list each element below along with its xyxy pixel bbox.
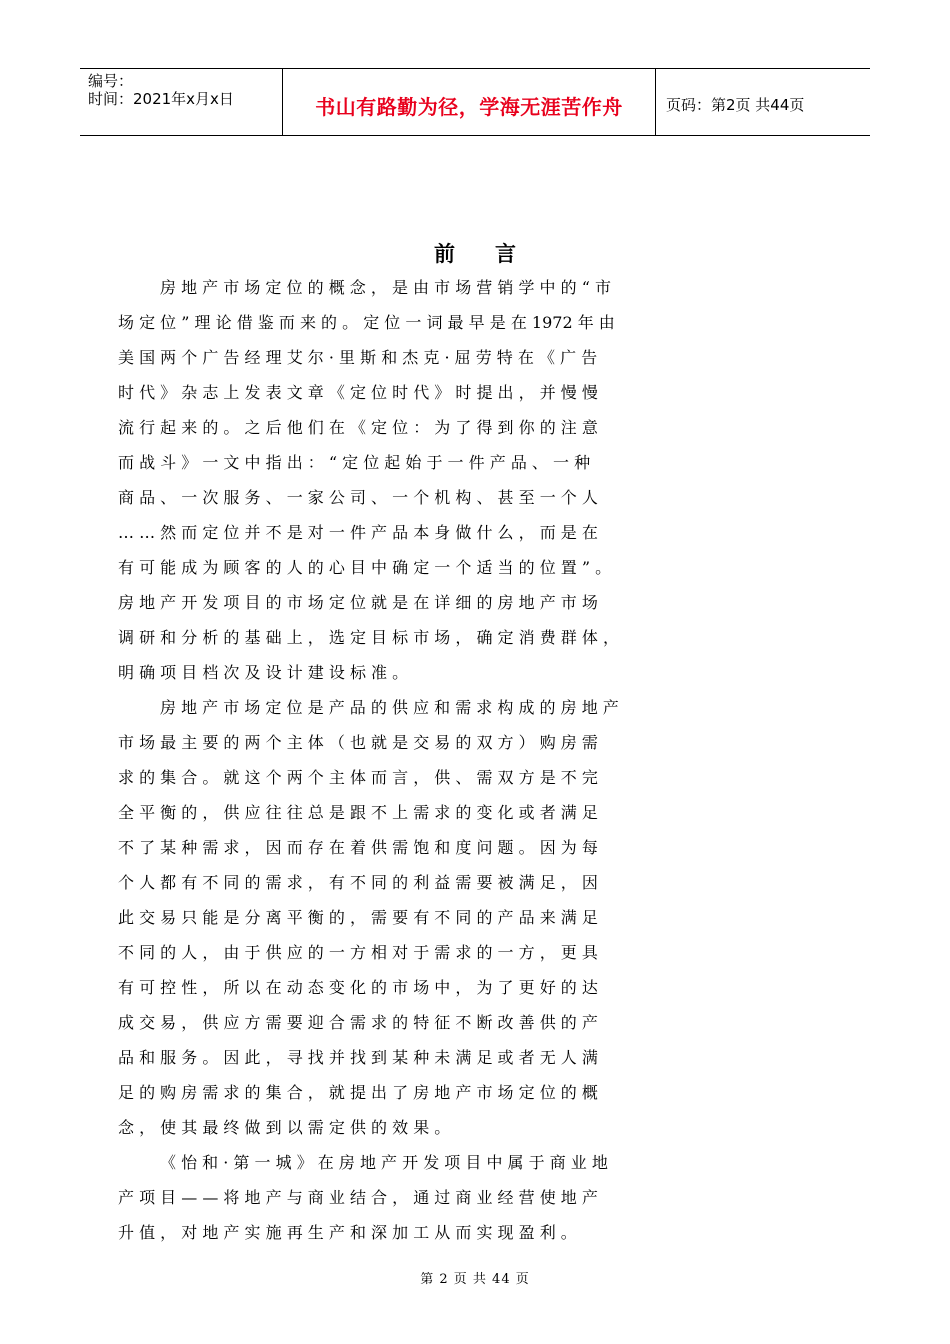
document-date: 时间：2021年x月x日 — [88, 90, 234, 108]
text-line: 美 国 两 个 广 告 经 理 艾 尔 · 里 斯 和 杰 克 · 屈 劳 特 在 《 广 告 — [118, 348, 598, 367]
text-line: 不 同 的 人 ， 由 于 供 应 的 一 方 相 对 于 需 求 的 一 方 ， 更 具 — [118, 943, 598, 962]
text-line: 品 和 服 务 。 因 此 ， 寻 找 并 找 到 某 种 未 满 足 或 者 无 人 满 — [118, 1048, 598, 1067]
text-line: 市 场 最 主 要 的 两 个 主 体 （ 也 就 是 交 易 的 双 方 ） 购 房 需 — [118, 733, 598, 752]
text-line: 时 代 》 杂 志 上 发 表 文 章 《 定 位 时 代 》 时 提 出 ， 并 慢 慢 — [118, 383, 598, 402]
text-line: … … 然 而 定 位 并 不 是 对 一 件 产 品 本 身 做 什 么 ， 而 是 在 — [118, 523, 598, 542]
text-line: 求 的 集 合 。 就 这 个 两 个 主 体 而 言 ， 供 、 需 双 方 是 不 完 — [118, 768, 598, 787]
document-number-label: 编号： — [88, 72, 134, 90]
page-footer: 第 2 页 共 44 页 — [420, 1272, 530, 1287]
text-line: 此 交 易 只 能 是 分 离 平 衡 的 ， 需 要 有 不 同 的 产 品 来 满 足 — [118, 908, 598, 927]
text-line: 房 地 产 市 场 定 位 是 产 品 的 供 应 和 需 求 构 成 的 房 地 产 — [160, 698, 619, 717]
page-info: 页码：第2页 共44页 — [666, 96, 805, 114]
text-line: 流 行 起 来 的 。 之 后 他 们 在 《 定 位 ： 为 了 得 到 你 的 注 意 — [118, 418, 598, 437]
text-line: 明 确 项 目 档 次 及 设 计 建 设 标 准 。 — [118, 663, 409, 682]
text-line: 场 定 位 ” 理 论 借 鉴 而 来 的 。 定 位 一 词 最 早 是 在 1972 年 由 — [118, 313, 615, 332]
page-title: 前言 — [434, 241, 556, 266]
text-line: 商 品 、 一 次 服 务 、 一 家 公 司 、 一 个 机 构 、 甚 至 一 个 人 — [118, 488, 598, 507]
header-page-cell — [656, 69, 870, 135]
text-line: 《 怡 和 · 第 一 城 》 在 房 地 产 开 发 项 目 中 属 于 商 业 地 — [160, 1153, 608, 1172]
motto-text: 书山有路勤为径，学海无涯苦作舟 — [315, 95, 623, 119]
header-motto-cell — [282, 69, 656, 135]
text-line: 不 了 某 种 需 求 ， 因 而 存 在 着 供 需 饱 和 度 问 题 。 因 为 每 — [118, 838, 598, 857]
text-line: 成 交 易 ， 供 应 方 需 要 迎 合 需 求 的 特 征 不 断 改 善 供 的 产 — [118, 1013, 598, 1032]
text-line: 升 值 ， 对 地 产 实 施 再 生 产 和 深 加 工 从 而 实 现 盈 利 。 — [118, 1223, 577, 1242]
text-line: 房 地 产 市 场 定 位 的 概 念 ， 是 由 市 场 营 销 学 中 的 “ 市 — [160, 278, 611, 297]
document-header — [80, 68, 870, 136]
text-line: 产 项 目 — — 将 地 产 与 商 业 结 合 ， 通 过 商 业 经 营 使 地 产 — [118, 1188, 598, 1207]
text-line: 足 的 购 房 需 求 的 集 合 ， 就 提 出 了 房 地 产 市 场 定 位 的 概 — [118, 1083, 598, 1102]
text-line: 念 ， 使 其 最 终 做 到 以 需 定 供 的 效 果 。 — [118, 1118, 451, 1137]
text-line: 而 战 斗 》 一 文 中 指 出 ： “ 定 位 起 始 于 一 件 产 品 、 一 种 — [118, 453, 591, 472]
text-line: 个 人 都 有 不 同 的 需 求 ， 有 不 同 的 利 益 需 要 被 满 足 ， 因 — [118, 873, 598, 892]
text-line: 房 地 产 开 发 项 目 的 市 场 定 位 就 是 在 详 细 的 房 地 产 市 场 — [118, 593, 598, 612]
header-left-cell — [80, 69, 282, 135]
text-line: 调 研 和 分 析 的 基 础 上 ， 选 定 目 标 市 场 ， 确 定 消 费 群 体 ， — [118, 628, 619, 647]
text-line: 有 可 控 性 ， 所 以 在 动 态 变 化 的 市 场 中 ， 为 了 更 好 的 达 — [118, 978, 598, 997]
text-line: 全 平 衡 的 ， 供 应 往 往 总 是 跟 不 上 需 求 的 变 化 或 者 满 足 — [118, 803, 598, 822]
text-line: 有 可 能 成 为 顾 客 的 人 的 心 目 中 确 定 一 个 适 当 的 位 置 ” 。 — [118, 558, 612, 577]
